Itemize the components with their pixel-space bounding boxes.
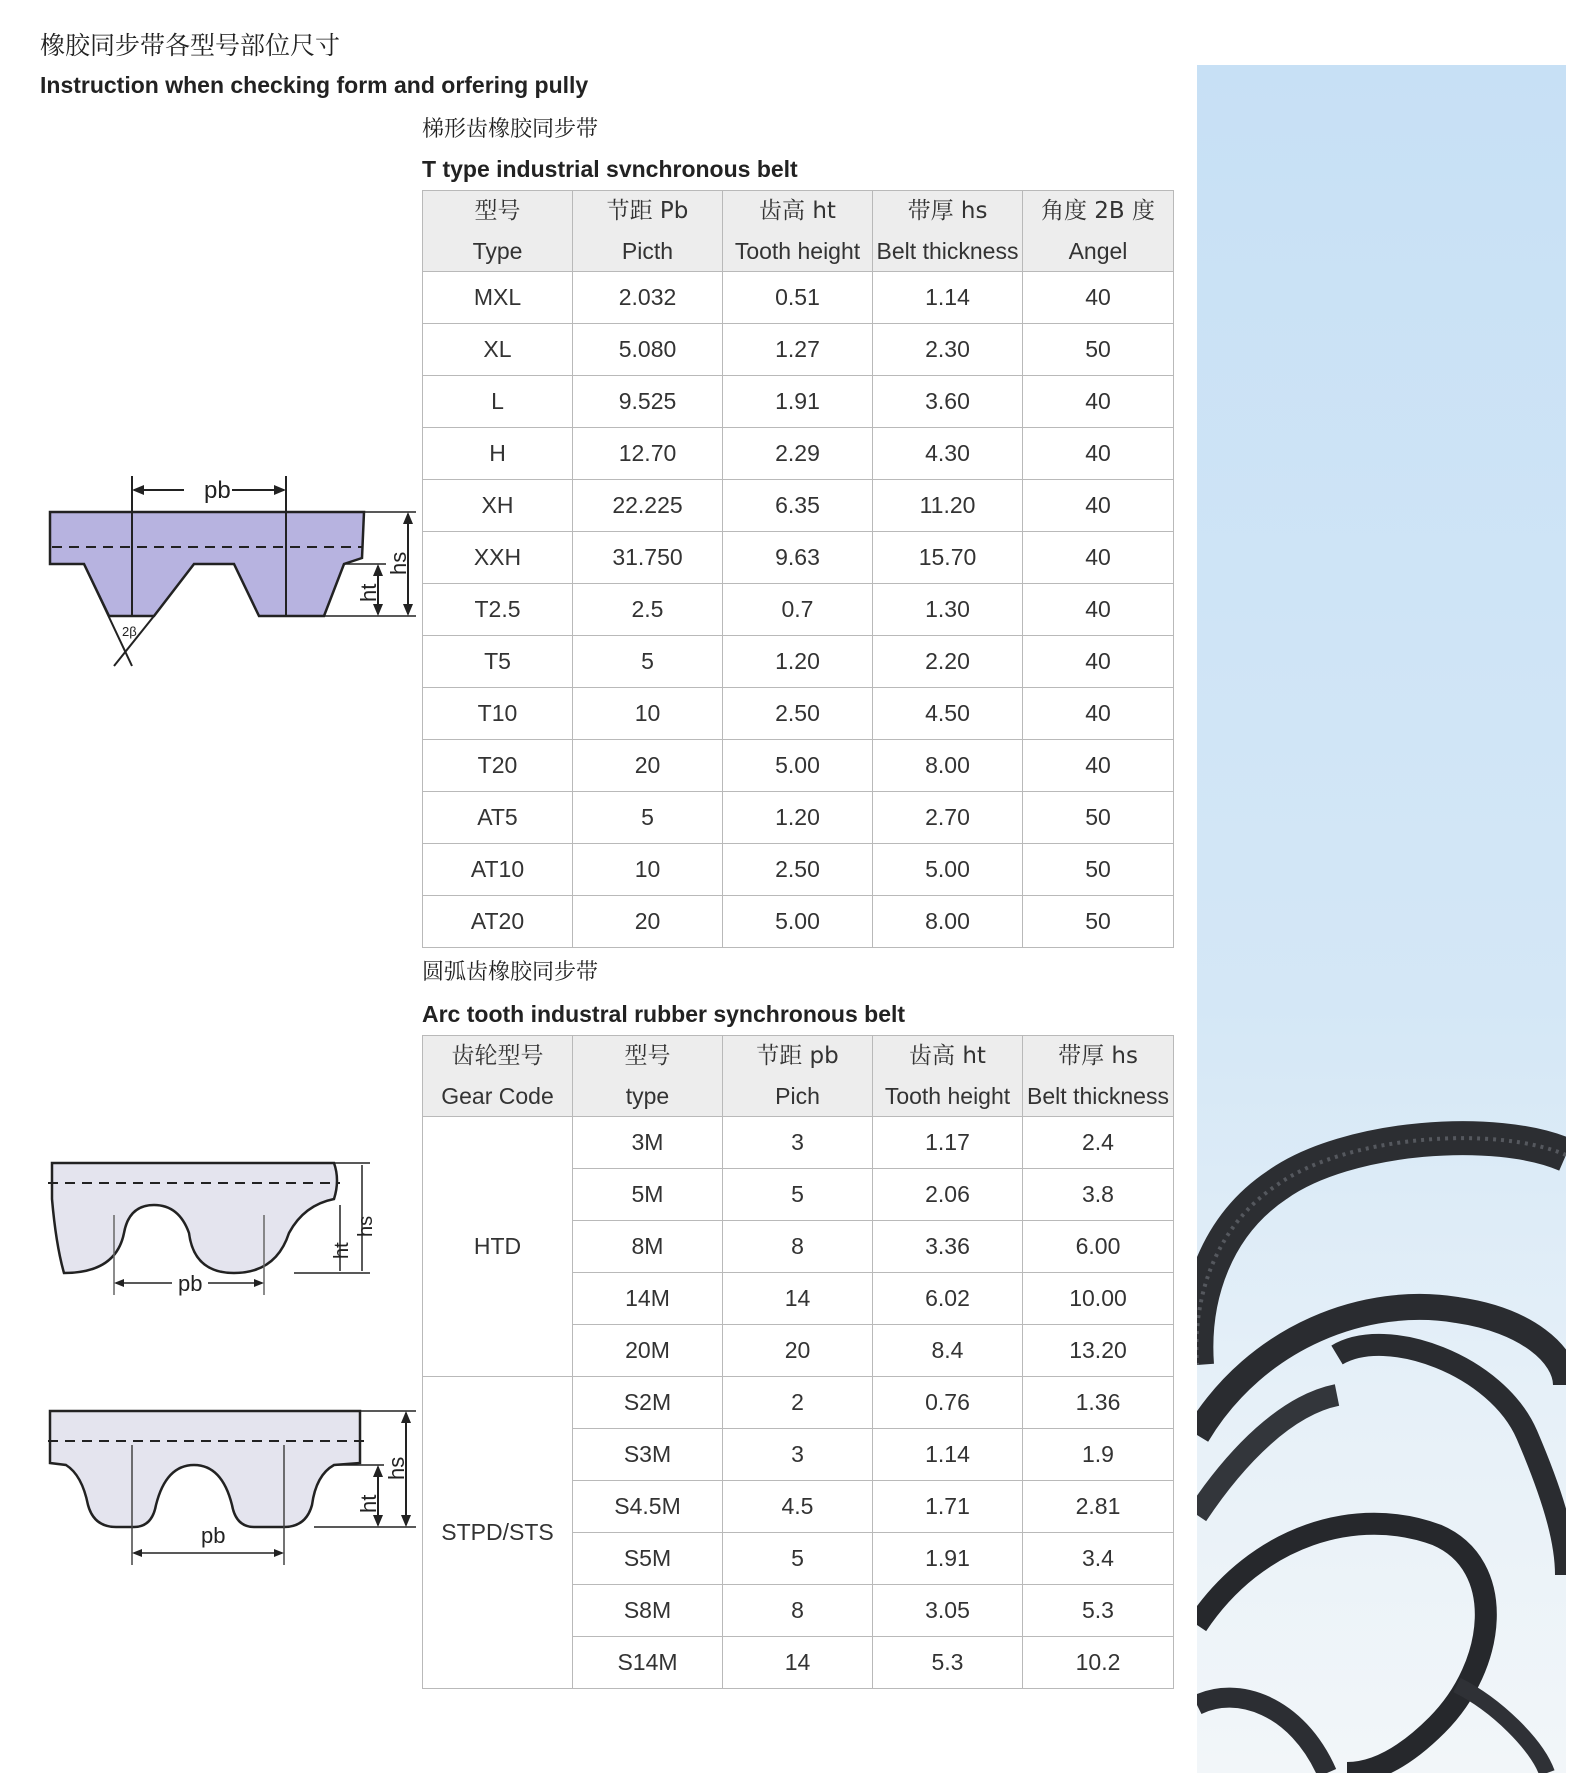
t-type-title-cn: 梯形齿橡胶同步带: [422, 117, 599, 142]
htd-belt-diagram: [44, 1155, 384, 1315]
cell-belt-thickness: 3.60: [873, 376, 1023, 428]
trap-hs-label: hs: [386, 551, 411, 575]
cell-tooth-height: 1.27: [723, 324, 873, 376]
cell-belt-thickness: 8.00: [873, 896, 1023, 948]
cell-arc-type: 8M: [573, 1221, 723, 1273]
cell-arc-type: 14M: [573, 1273, 723, 1325]
header-belt-thickness-en: Belt thickness: [876, 238, 1019, 264]
cell-angle: 40: [1023, 688, 1174, 740]
header-pitch-en: Picth: [621, 238, 674, 264]
cell-tooth-height: 2.50: [723, 844, 873, 896]
cell-arc-pitch: 5: [723, 1533, 873, 1585]
cell-arc-belt-thickness: 5.3: [1023, 1585, 1174, 1637]
header-arc-belt-thickness-cn: 带厚 hs: [1058, 1043, 1138, 1069]
cell-belt-thickness: 1.14: [873, 272, 1023, 324]
t-type-row: [423, 740, 1174, 792]
cell-belt-thickness: 4.30: [873, 428, 1023, 480]
cell-arc-type: S8M: [573, 1585, 723, 1637]
header-gear-code-cn: 齿轮型号: [451, 1043, 544, 1069]
cell-tooth-height: 5.00: [723, 896, 873, 948]
cell-arc-type: S5M: [573, 1533, 723, 1585]
cell-type: T2.5: [423, 584, 573, 636]
cell-tooth-height: 1.20: [723, 636, 873, 688]
stpd-pb-label: pb: [201, 1523, 226, 1548]
page-title-en: Instruction when checking form and orfering pully: [40, 72, 589, 98]
trapezoid-belt-diagram: [44, 470, 424, 680]
cell-belt-thickness: 4.50: [873, 688, 1023, 740]
header-tooth-height-cn: 齿高 ht: [759, 198, 836, 224]
htd-ht-label: ht: [331, 1242, 353, 1259]
cell-arc-belt-thickness: 10.00: [1023, 1273, 1174, 1325]
cell-arc-belt-thickness: 2.4: [1023, 1117, 1174, 1169]
header-arc-tooth-height: [873, 1036, 1023, 1117]
header-arc-tooth-height-cn: 齿高 ht: [909, 1043, 986, 1069]
cell-arc-pitch: 3: [723, 1117, 873, 1169]
header-belt-thickness: [873, 191, 1023, 272]
cell-arc-type: S2M: [573, 1377, 723, 1429]
cell-type: XH: [423, 480, 573, 532]
t-type-row: [423, 636, 1174, 688]
header-arc-pitch: [723, 1036, 873, 1117]
cell-arc-tooth-height: 1.14: [873, 1429, 1023, 1481]
cell-angle: 40: [1023, 376, 1174, 428]
header-tooth-height: [723, 191, 873, 272]
t-type-row: [423, 896, 1174, 948]
cell-angle: 50: [1023, 844, 1174, 896]
cell-pitch: 9.525: [573, 376, 723, 428]
cell-arc-belt-thickness: 1.36: [1023, 1377, 1174, 1429]
cell-angle: 40: [1023, 584, 1174, 636]
cell-tooth-height: 5.00: [723, 740, 873, 792]
stpd-ht-label: ht: [356, 1494, 381, 1513]
cell-arc-belt-thickness: 10.2: [1023, 1637, 1174, 1689]
cell-belt-thickness: 5.00: [873, 844, 1023, 896]
cell-arc-tooth-height: 1.71: [873, 1481, 1023, 1533]
header-type: [423, 191, 573, 272]
cell-arc-type: S14M: [573, 1637, 723, 1689]
header-arc-type: [573, 1036, 723, 1117]
cell-arc-pitch: 4.5: [723, 1481, 873, 1533]
t-type-header-row: [423, 191, 1174, 272]
cell-angle: 40: [1023, 480, 1174, 532]
cell-angle: 50: [1023, 792, 1174, 844]
cell-type: L: [423, 376, 573, 428]
arc-table: [422, 1035, 1174, 1689]
cell-pitch: 5.080: [573, 324, 723, 376]
cell-arc-tooth-height: 3.36: [873, 1221, 1023, 1273]
cell-angle: 40: [1023, 532, 1174, 584]
header-angle-en: Angel: [1068, 238, 1128, 264]
cell-tooth-height: 2.29: [723, 428, 873, 480]
header-arc-pitch-cn: 节距 pb: [756, 1043, 839, 1069]
cell-pitch: 31.750: [573, 532, 723, 584]
cell-belt-thickness: 2.30: [873, 324, 1023, 376]
arc-row: [423, 1377, 1174, 1429]
cell-tooth-height: 2.50: [723, 688, 873, 740]
cell-arc-tooth-height: 0.76: [873, 1377, 1023, 1429]
cell-pitch: 5: [573, 636, 723, 688]
header-arc-tooth-height-en: Tooth height: [884, 1083, 1011, 1109]
cell-gear-code: HTD: [423, 1117, 573, 1377]
cell-pitch: 20: [573, 740, 723, 792]
cell-type: MXL: [423, 272, 573, 324]
trap-ht-label: ht: [356, 583, 381, 602]
cell-arc-type: 20M: [573, 1325, 723, 1377]
cell-arc-belt-thickness: 2.81: [1023, 1481, 1174, 1533]
stpd-hs-label: hs: [384, 1456, 409, 1480]
t-type-row: [423, 792, 1174, 844]
cell-belt-thickness: 11.20: [873, 480, 1023, 532]
page-title-cn: 橡胶同步带各型号部位尺寸: [40, 31, 341, 60]
cell-arc-pitch: 20: [723, 1325, 873, 1377]
cell-arc-pitch: 2: [723, 1377, 873, 1429]
cell-arc-pitch: 8: [723, 1221, 873, 1273]
cell-arc-tooth-height: 8.4: [873, 1325, 1023, 1377]
cell-arc-tooth-height: 1.91: [873, 1533, 1023, 1585]
arc-row: [423, 1117, 1174, 1169]
cell-arc-pitch: 14: [723, 1637, 873, 1689]
cell-pitch: 12.70: [573, 428, 723, 480]
cell-arc-type: 5M: [573, 1169, 723, 1221]
cell-arc-pitch: 14: [723, 1273, 873, 1325]
cell-angle: 40: [1023, 428, 1174, 480]
cell-type: T5: [423, 636, 573, 688]
header-pitch-cn: 节距 Pb: [606, 198, 689, 224]
header-type-en: Type: [472, 238, 523, 264]
cell-belt-thickness: 2.20: [873, 636, 1023, 688]
cell-arc-pitch: 3: [723, 1429, 873, 1481]
cell-angle: 50: [1023, 896, 1174, 948]
t-type-row: [423, 272, 1174, 324]
cell-pitch: 10: [573, 844, 723, 896]
cell-type: AT5: [423, 792, 573, 844]
cell-tooth-height: 9.63: [723, 532, 873, 584]
stpd-belt-diagram: [44, 1405, 424, 1575]
trap-angle-label: 2β: [122, 624, 137, 639]
header-angle-cn: 角度 2B 度: [1040, 198, 1156, 224]
cell-tooth-height: 0.51: [723, 272, 873, 324]
t-type-row: [423, 324, 1174, 376]
arc-header-row: [423, 1036, 1174, 1117]
cell-angle: 50: [1023, 324, 1174, 376]
cell-belt-thickness: 2.70: [873, 792, 1023, 844]
cell-pitch: 5: [573, 792, 723, 844]
t-type-row: [423, 844, 1174, 896]
cell-type: XXH: [423, 532, 573, 584]
header-arc-type-cn: 型号: [624, 1043, 671, 1069]
cell-tooth-height: 6.35: [723, 480, 873, 532]
header-belt-thickness-cn: 带厚 hs: [907, 198, 988, 224]
cell-type: XL: [423, 324, 573, 376]
t-type-table: [422, 190, 1174, 948]
cell-arc-belt-thickness: 13.20: [1023, 1325, 1174, 1377]
t-type-row: [423, 584, 1174, 636]
cell-type: AT20: [423, 896, 573, 948]
cell-arc-tooth-height: 2.06: [873, 1169, 1023, 1221]
header-pitch: [573, 191, 723, 272]
cell-pitch: 22.225: [573, 480, 723, 532]
cell-gear-code: STPD/STS: [423, 1377, 573, 1689]
header-gear-code-en: Gear Code: [441, 1083, 554, 1109]
cell-belt-thickness: 15.70: [873, 532, 1023, 584]
cell-pitch: 10: [573, 688, 723, 740]
header-arc-belt-thickness: [1023, 1036, 1174, 1117]
cell-tooth-height: 1.20: [723, 792, 873, 844]
belts-photo: [1197, 65, 1566, 1773]
arc-title-en: Arc tooth industral rubber synchronous belt: [422, 1001, 906, 1027]
cell-arc-tooth-height: 3.05: [873, 1585, 1023, 1637]
cell-arc-type: 3M: [573, 1117, 723, 1169]
cell-arc-belt-thickness: 1.9: [1023, 1429, 1174, 1481]
cell-type: T20: [423, 740, 573, 792]
cell-arc-tooth-height: 6.02: [873, 1273, 1023, 1325]
t-type-row: [423, 532, 1174, 584]
t-type-title-en: T type industrial svnchronous belt: [422, 156, 798, 182]
header-arc-pitch-en: Pich: [775, 1083, 820, 1109]
cell-arc-tooth-height: 1.17: [873, 1117, 1023, 1169]
arc-title-cn: 圆弧齿橡胶同步带: [422, 960, 599, 985]
cell-pitch: 2.032: [573, 272, 723, 324]
t-type-row: [423, 376, 1174, 428]
cell-arc-pitch: 8: [723, 1585, 873, 1637]
cell-pitch: 2.5: [573, 584, 723, 636]
cell-angle: 40: [1023, 272, 1174, 324]
cell-arc-type: S3M: [573, 1429, 723, 1481]
cell-type: T10: [423, 688, 573, 740]
cell-arc-belt-thickness: 3.8: [1023, 1169, 1174, 1221]
htd-hs-label: hs: [355, 1215, 377, 1237]
cell-arc-pitch: 5: [723, 1169, 873, 1221]
header-gear-code: [423, 1036, 573, 1117]
cell-angle: 40: [1023, 740, 1174, 792]
t-type-row: [423, 428, 1174, 480]
header-type-cn: 型号: [474, 198, 521, 224]
t-type-row: [423, 688, 1174, 740]
t-type-row: [423, 480, 1174, 532]
cell-angle: 40: [1023, 636, 1174, 688]
header-tooth-height-en: Tooth height: [734, 238, 861, 264]
htd-pb-label: pb: [178, 1271, 203, 1296]
cell-type: AT10: [423, 844, 573, 896]
cell-arc-tooth-height: 5.3: [873, 1637, 1023, 1689]
cell-pitch: 20: [573, 896, 723, 948]
cell-belt-thickness: 1.30: [873, 584, 1023, 636]
cell-arc-type: S4.5M: [573, 1481, 723, 1533]
cell-arc-belt-thickness: 3.4: [1023, 1533, 1174, 1585]
header-arc-type-en: type: [625, 1083, 670, 1109]
cell-belt-thickness: 8.00: [873, 740, 1023, 792]
header-angle: [1023, 191, 1174, 272]
cell-tooth-height: 0.7: [723, 584, 873, 636]
header-arc-belt-thickness-en: Belt thickness: [1027, 1083, 1169, 1109]
cell-type: H: [423, 428, 573, 480]
cell-tooth-height: 1.91: [723, 376, 873, 428]
trap-pb-label: pb: [204, 477, 231, 504]
cell-arc-belt-thickness: 6.00: [1023, 1221, 1174, 1273]
decorative-side-panel: [1197, 65, 1566, 1773]
